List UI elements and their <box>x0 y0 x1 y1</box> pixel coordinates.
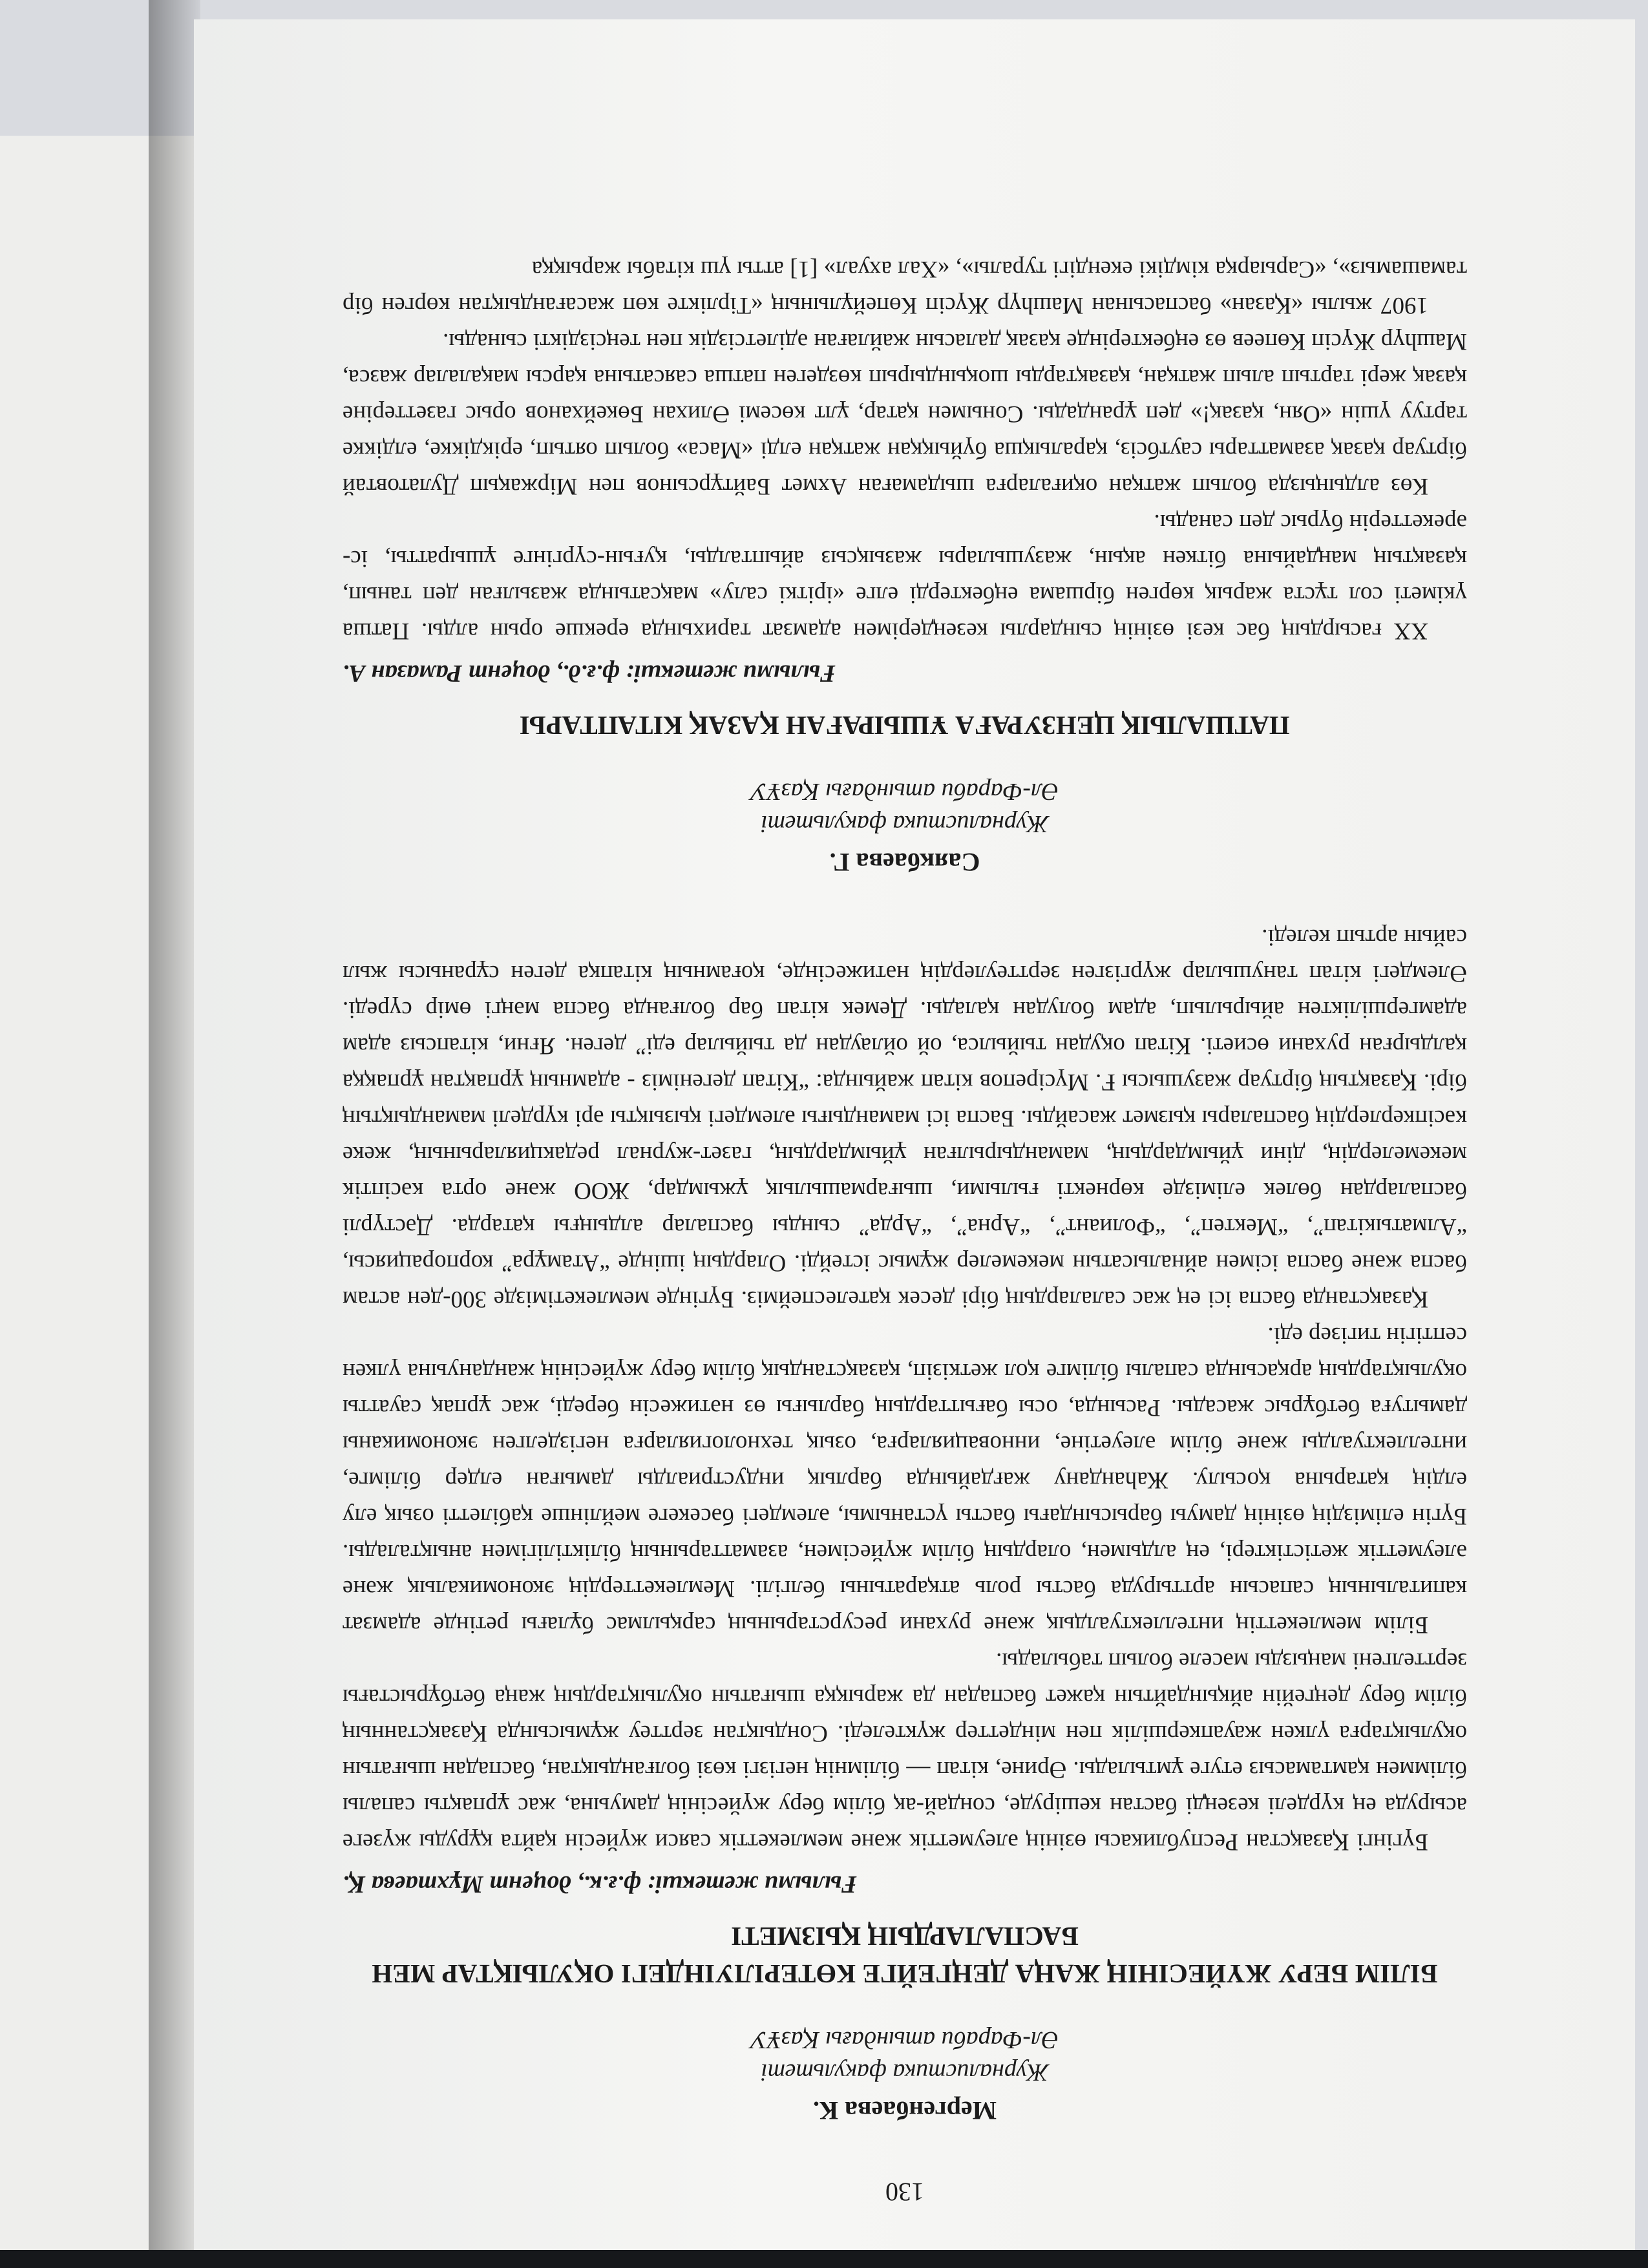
facing-page-fragment <box>0 1650 149 1686</box>
facing-page-fragment <box>0 1614 149 1650</box>
facing-page-fragment <box>0 1361 149 1397</box>
paragraph: XX ғасырдың бас кезі өзінің сындарлы кезеңдерімен адамзат тарихында ерекше орын алды. Патша үкіметі сол тұста жарық көрген біршама еңбектерді елге «іріткі салу» мақсатында жазылған деп танып, қазақтың маңдайына біткен ақын, жазушылары жазықсыз айыпталды, қуғын-сүргінге ұшыратты, іс-әрекеттерін бүрыс деп санады. <box>343 509 1467 644</box>
article-1 <box>343 919 1467 2128</box>
facing-page-fragment <box>0 1867 149 1904</box>
book-page <box>194 19 1635 2268</box>
facing-page-fragment <box>0 1288 149 1325</box>
facing-page-fragment <box>0 1216 149 1252</box>
facing-page-fragment <box>0 1578 149 1614</box>
book-gutter-shadow <box>149 0 200 2268</box>
facing-page-fragment <box>0 709 149 746</box>
paragraph: Бүгінгі Қазақстан Республикасы өзінің әлеуметтік және мемлекеттік саяси жүйесін қайта құруды жүзеге асыруда ең күрделі кезеңді бастан кешіруде, сондай-ақ білім беру жүйесінің дамуына, жас ұрпақты сапалы біліммен қамтамасыз етуге ұмтылады. Әрине, кітап — білімнің негізгі көзі болғандықтан, баспадан шығатын оқулықтарға үлкен жауапкершілік пен міндеттер жүктеледі. Сондықтан зерттеу жұмысында Қазақстанның білім беру деңгейін айқындайтын қажет баспадан да жарыққа шығатын оқулықтардың жаңа бетбұрыстағы зерттелгені маңызды мәселе болып табылады. <box>343 1648 1467 1855</box>
facing-page-fragment <box>0 1180 149 1216</box>
facing-page-fragment <box>0 1940 149 1976</box>
paragraph: Көз алдыңызда болып жатқан оқиғаларға шыдамаған Ахмет Байтұрсынов пен Міржақып Дулатовтай біртуар қазақ азаматтары саутбсіз, қаралықша бүйыққан жатқан елді «Маса» болып оятып, ерікдікке, елдікке тартуу үшін «Оян, қазақ!» деп ұрандады. Сонымен қатар, ұлт көсемі Әлихан Бөкейханов орыс газеттеріне қазақ жері тартып алып жатқан, қазақтарды шоқындырып көздеген патша саясатына қарсы мақалалар жазса, Машһүр Жүсіп Көпеев өз еңбектерінде қазақ даласын жайлаған әділетсіздік пен теңсіздікті сынады. <box>343 328 1467 499</box>
facing-page-fragment <box>0 746 149 782</box>
facing-page-fragment <box>0 2193 149 2229</box>
facing-page-fragments <box>0 565 149 2229</box>
facing-page-fragment <box>0 1433 149 1469</box>
article-2 <box>343 251 1467 880</box>
facing-page-fragment <box>0 963 149 999</box>
paragraph: Қазақстанда баспа ісі ең жас салалардың бірі десек қателеспейміз. Бүгінде мемлекетімізде 300-ден астам баспа және баспа ісімен айналысатын мекемелер жұмыс істейді. Олардың ішінде “Атамұра” корпорациясы, “Алматыкітап”, “Мектеп”, “Фолиант”, “Арна”, “Арда” сынды баспалар алдыңғы қатарда. Дәстүрлі баспалардан бөлек елімізде көрнекті ғылыми, шығармашылық ұжымдар, ЖОО және орта кәсіптік мекемелердің, діни ұйымдардың, мамандырылған ұйымдардың, газет-журнал редакцияларының, жеке кәсіпкерлердің баспалары қызмет жасайды. Баспа ісі мамандығы әлемдегі қызықты әрі күрделі мамандықтың бірі. Қазақтың біртуар жазушысы Ғ. Мүсірепов кітап жайында: “Кітап дегеніміз - адамның ұрпақтан ұрпаққа қалдырған рухани өсиеті. Кітап оқудан тыйылса, ой ойлаудан да тыйылар еді” деген. Яғни, кітапсыз адам адамгершіліктен айырылып, адам болудан қалады. Демек кітап бар болғанда баспа мәңгі өмір сүреді. Әлемдегі кітап танушылар жүргізген зерттеулердің нәтижесінде, қоғамның кітапқа деген сұранысы жыл сайын артып келеді. <box>343 924 1467 1312</box>
facing-page-fragment <box>0 1144 149 1180</box>
facing-page-fragment <box>0 999 149 1035</box>
faculty: Журналистика факультеті <box>761 810 1049 837</box>
page-body <box>343 251 1467 2210</box>
facing-page-fragment <box>0 2121 149 2157</box>
facing-page-fragment <box>0 1252 149 1288</box>
facing-page-fragment <box>0 1723 149 1759</box>
supervisor: Ғылыми жетекші: ф.ғ.д., доцент Рамазан А. <box>343 660 836 687</box>
facing-page-fragment <box>0 1759 149 1795</box>
facing-page-fragment <box>0 890 149 927</box>
facing-page-fragment <box>0 2084 149 2121</box>
facing-page-fragment <box>0 1831 149 1867</box>
supervisor: Ғылыми жетекші: ф.ғ.к., доцент Мұхтаева Қ. <box>343 1871 857 1898</box>
facing-page-fragment <box>0 927 149 963</box>
facing-page-fragment <box>0 1795 149 1831</box>
facing-page-fragment <box>0 1397 149 1433</box>
scan-bottom-edge <box>0 2250 1648 2268</box>
faculty: Журналистика факультеті <box>761 2059 1049 2086</box>
facing-page-fragment <box>0 1506 149 1542</box>
facing-page-fragment <box>0 1686 149 1723</box>
facing-page-fragment <box>0 637 149 673</box>
facing-page-fragment <box>0 1469 149 1506</box>
facing-page-fragment <box>0 1976 149 2012</box>
facing-page-fragment <box>0 782 149 818</box>
facing-page-fragment <box>0 1108 149 1144</box>
facing-page-fragment <box>0 565 149 601</box>
facing-page-fragment <box>0 2048 149 2084</box>
facing-page-fragment <box>0 601 149 637</box>
facing-page-fragment <box>0 2157 149 2193</box>
paragraph: Білім мемлекеттің интеллектуалдық және рухани ресурстарының сарқылмас бұлағы ретінде адамзат капиталының сапасын арттыруда басты роль атқаратыны белгілі. Мемлекеттердің экономикалық және әлеуметтік жетістіктері, ең алдымен, олардың білім жүйесімен, азаматтарының біліктілігімен анықталады. Бүгін еліміздің өзінің дамуы барысындағы басты үстанымы, әлемдегі бәсекеге мейлінше қабілетті озық елу елдің қатарына қосылу. Жаһандану жағдайында барлық индустриалды дамыған елдер білімге, интеллектуалды және білім әлеуетіне, инновацияларға, озық технологияларға негізделген экономиканы дамытуға бетбұрыс жасады. Расында, осы бағыттардың барлығы өз нәтижесін береді, жас ұрпақ сауатты оқулықтардың арқасында сапалы білімге қол жеткізіп, қазақстандық білім беру жүйесінің жандануына үлкен септігін тигізер еді. <box>343 1322 1467 1638</box>
facing-page-fragment <box>0 2012 149 2048</box>
facing-page-fragment <box>0 1904 149 1940</box>
facing-page-fragment <box>0 854 149 890</box>
author-name: Мергенбаева К. <box>812 2096 997 2125</box>
author-name: Саякбаева Г. <box>829 848 980 877</box>
university: Әл-Фараби атындағы ҚазҰУ <box>751 778 1059 805</box>
article-title: ПАТШАЛЫҚ ЦЕНЗУРАҒА ҰШЫРАҒАН ҚАЗАҚ КІТАПТАРЫ <box>520 711 1290 740</box>
facing-page-fragment <box>0 1035 149 1071</box>
article-title: БІЛІМ БЕРУ ЖҮЙЕСІНІҢ ЖАҢА ДЕҢГЕЙГЕ КӨТЕРІЛУІНДЕГІ ОҚУЛЫҚТАР МЕН БАСПАЛАРДЫҢ ҚЫЗМЕТІ <box>372 1922 1438 1989</box>
facing-page-fragment <box>0 1071 149 1108</box>
facing-page-fragment <box>0 1325 149 1361</box>
page-number: 130 <box>885 2178 924 2207</box>
university: Әл-Фараби атындағы ҚазҰУ <box>751 2026 1059 2053</box>
facing-page-fragment <box>0 673 149 709</box>
facing-page-fragment <box>0 818 149 854</box>
facing-page-fragment <box>0 1542 149 1578</box>
paragraph: 1907 жылы «Қазан» баспасынан Машһүр Жүсіп Көпейұлының «Тірлікте көп жасағандықтан көрген бір тамашамыз», «Сарыарқа кімдікі екендігі туралы», «Хал ахуал» [1] атты үш кітабы жарыққа <box>343 256 1467 319</box>
